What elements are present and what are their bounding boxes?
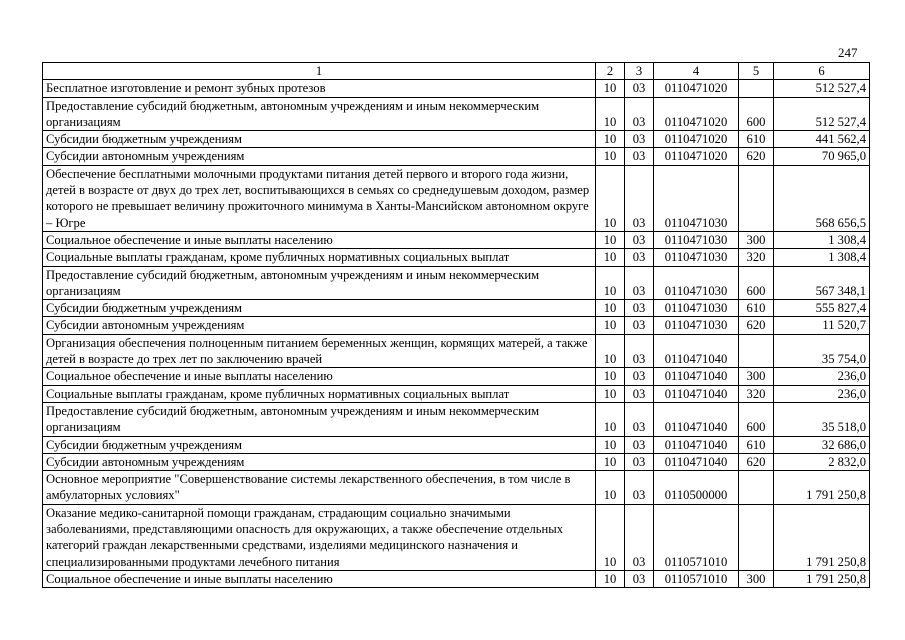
header-col-6: 6 [774, 63, 870, 80]
row-amount: 568 656,5 [774, 165, 870, 231]
row-expense-type: 620 [739, 317, 774, 334]
row-expense-type [739, 334, 774, 368]
row-expense-type: 620 [739, 148, 774, 165]
table-row [43, 368, 870, 385]
table-row [43, 334, 870, 368]
row-expense-type: 600 [739, 266, 774, 300]
row-target-article: 0110471030 [654, 231, 739, 248]
row-description: Субсидии бюджетным учреждениям [43, 436, 596, 453]
row-subsection-code: 03 [625, 385, 654, 402]
table-row [43, 453, 870, 470]
row-section-code: 10 [596, 436, 625, 453]
row-amount: 35 754,0 [774, 334, 870, 368]
row-target-article: 0110471040 [654, 453, 739, 470]
row-expense-type [739, 165, 774, 231]
row-expense-type [739, 471, 774, 505]
table-header-row [43, 63, 870, 80]
row-target-article: 0110471040 [654, 436, 739, 453]
row-subsection-code: 03 [625, 504, 654, 570]
row-description: Социальное обеспечение и иные выплаты населению [43, 231, 596, 248]
table-row [43, 80, 870, 97]
row-subsection-code: 03 [625, 165, 654, 231]
row-section-code: 10 [596, 148, 625, 165]
header-col-5: 5 [739, 63, 774, 80]
row-section-code: 10 [596, 368, 625, 385]
row-target-article: 0110471030 [654, 165, 739, 231]
row-section-code: 10 [596, 249, 625, 266]
table-row [43, 300, 870, 317]
row-expense-type: 320 [739, 385, 774, 402]
row-expense-type: 300 [739, 570, 774, 587]
row-amount: 236,0 [774, 385, 870, 402]
row-subsection-code: 03 [625, 131, 654, 148]
row-target-article: 0110500000 [654, 471, 739, 505]
row-expense-type: 610 [739, 300, 774, 317]
row-expense-type: 610 [739, 131, 774, 148]
row-target-article: 0110471020 [654, 97, 739, 131]
row-section-code: 10 [596, 317, 625, 334]
table-row [43, 570, 870, 587]
row-expense-type: 320 [739, 249, 774, 266]
row-section-code: 10 [596, 402, 625, 436]
table-row [43, 231, 870, 248]
row-expense-type: 600 [739, 402, 774, 436]
row-subsection-code: 03 [625, 231, 654, 248]
row-target-article: 0110471030 [654, 266, 739, 300]
row-subsection-code: 03 [625, 97, 654, 131]
row-expense-type: 300 [739, 231, 774, 248]
row-subsection-code: 03 [625, 368, 654, 385]
row-target-article: 0110571010 [654, 570, 739, 587]
row-description: Субсидии автономным учреждениям [43, 317, 596, 334]
table-row [43, 436, 870, 453]
row-target-article: 0110471030 [654, 300, 739, 317]
row-description: Основное мероприятие "Совершенствование системы лекарственного обеспечения, в том числе в амбулаторных условиях" [43, 471, 596, 505]
row-description: Социальные выплаты гражданам, кроме публичных нормативных социальных выплат [43, 249, 596, 266]
row-description: Оказание медико-санитарной помощи гражданам, страдающим социально значимыми заболеваниями, представляющими опасность для окружающих, а также обеспечение отдельных категорий граждан лекарственными средствами, изделиями медицинского назначения и специализированными продуктами лечебного питания [43, 504, 596, 570]
row-target-article: 0110471040 [654, 385, 739, 402]
table-row [43, 471, 870, 505]
row-expense-type: 600 [739, 97, 774, 131]
row-section-code: 10 [596, 570, 625, 587]
table-row [43, 266, 870, 300]
row-amount: 2 832,0 [774, 453, 870, 470]
row-section-code: 10 [596, 97, 625, 131]
row-description: Субсидии автономным учреждениям [43, 148, 596, 165]
row-amount: 236,0 [774, 368, 870, 385]
row-expense-type: 620 [739, 453, 774, 470]
row-target-article: 0110471040 [654, 402, 739, 436]
row-amount: 441 562,4 [774, 131, 870, 148]
table-row [43, 131, 870, 148]
row-subsection-code: 03 [625, 453, 654, 470]
row-expense-type: 300 [739, 368, 774, 385]
row-amount: 1 308,4 [774, 249, 870, 266]
row-target-article: 0110471040 [654, 368, 739, 385]
row-section-code: 10 [596, 131, 625, 148]
row-amount: 567 348,1 [774, 266, 870, 300]
row-description: Субсидии автономным учреждениям [43, 453, 596, 470]
row-description: Социальные выплаты гражданам, кроме публичных нормативных социальных выплат [43, 385, 596, 402]
row-amount: 1 308,4 [774, 231, 870, 248]
row-amount: 555 827,4 [774, 300, 870, 317]
row-description: Предоставление субсидий бюджетным, автономным учреждениям и иным некоммерческим организациям [43, 97, 596, 131]
row-section-code: 10 [596, 471, 625, 505]
row-subsection-code: 03 [625, 80, 654, 97]
row-subsection-code: 03 [625, 436, 654, 453]
row-amount: 1 791 250,8 [774, 504, 870, 570]
row-target-article: 0110471030 [654, 249, 739, 266]
row-subsection-code: 03 [625, 249, 654, 266]
row-description: Бесплатное изготовление и ремонт зубных протезов [43, 80, 596, 97]
row-subsection-code: 03 [625, 334, 654, 368]
table-row [43, 317, 870, 334]
header-col-4: 4 [654, 63, 739, 80]
row-description: Субсидии бюджетным учреждениям [43, 131, 596, 148]
table-row [43, 165, 870, 231]
row-target-article: 0110471020 [654, 80, 739, 97]
row-target-article: 0110471020 [654, 148, 739, 165]
row-section-code: 10 [596, 385, 625, 402]
row-section-code: 10 [596, 80, 625, 97]
row-target-article: 0110471040 [654, 334, 739, 368]
row-section-code: 10 [596, 266, 625, 300]
row-amount: 32 686,0 [774, 436, 870, 453]
table-row [43, 249, 870, 266]
row-expense-type: 610 [739, 436, 774, 453]
table-row [43, 385, 870, 402]
row-description: Социальное обеспечение и иные выплаты населению [43, 570, 596, 587]
row-amount: 512 527,4 [774, 80, 870, 97]
row-subsection-code: 03 [625, 266, 654, 300]
row-description: Предоставление субсидий бюджетным, автономным учреждениям и иным некоммерческим организациям [43, 266, 596, 300]
row-amount: 35 518,0 [774, 402, 870, 436]
row-description: Социальное обеспечение и иные выплаты населению [43, 368, 596, 385]
row-amount: 1 791 250,8 [774, 570, 870, 587]
row-subsection-code: 03 [625, 317, 654, 334]
row-section-code: 10 [596, 300, 625, 317]
row-description: Предоставление субсидий бюджетным, автономным учреждениям и иным некоммерческим организациям [43, 402, 596, 436]
table-row [43, 148, 870, 165]
row-amount: 70 965,0 [774, 148, 870, 165]
row-target-article: 0110571010 [654, 504, 739, 570]
row-amount: 512 527,4 [774, 97, 870, 131]
header-col-1: 1 [43, 63, 596, 80]
header-col-2: 2 [596, 63, 625, 80]
row-subsection-code: 03 [625, 148, 654, 165]
row-subsection-code: 03 [625, 402, 654, 436]
row-description: Обеспечение бесплатными молочными продуктами питания детей первого и второго года жизни, детей в возрасте от двух до трех лет, воспитывающихся в семьях со среднедушевым доходом, размер которого не превышает величину прожиточного минимума в Ханты-Мансийском автономном округе – Югре [43, 165, 596, 231]
budget-table [42, 62, 870, 588]
row-amount: 1 791 250,8 [774, 471, 870, 505]
row-target-article: 0110471030 [654, 317, 739, 334]
row-expense-type [739, 504, 774, 570]
row-description: Организация обеспечения полноценным питанием беременных женщин, кормящих матерей, а также детей в возрасте до трех лет по заключению врачей [43, 334, 596, 368]
row-section-code: 10 [596, 231, 625, 248]
row-expense-type [739, 80, 774, 97]
row-description: Субсидии бюджетным учреждениям [43, 300, 596, 317]
table-row [43, 402, 870, 436]
row-subsection-code: 03 [625, 300, 654, 317]
table-row [43, 97, 870, 131]
header-col-3: 3 [625, 63, 654, 80]
row-subsection-code: 03 [625, 570, 654, 587]
row-section-code: 10 [596, 453, 625, 470]
row-amount: 11 520,7 [774, 317, 870, 334]
row-section-code: 10 [596, 504, 625, 570]
row-section-code: 10 [596, 165, 625, 231]
row-target-article: 0110471020 [654, 131, 739, 148]
table-row [43, 504, 870, 570]
page-number: 247 [838, 45, 858, 60]
row-section-code: 10 [596, 334, 625, 368]
row-subsection-code: 03 [625, 471, 654, 505]
